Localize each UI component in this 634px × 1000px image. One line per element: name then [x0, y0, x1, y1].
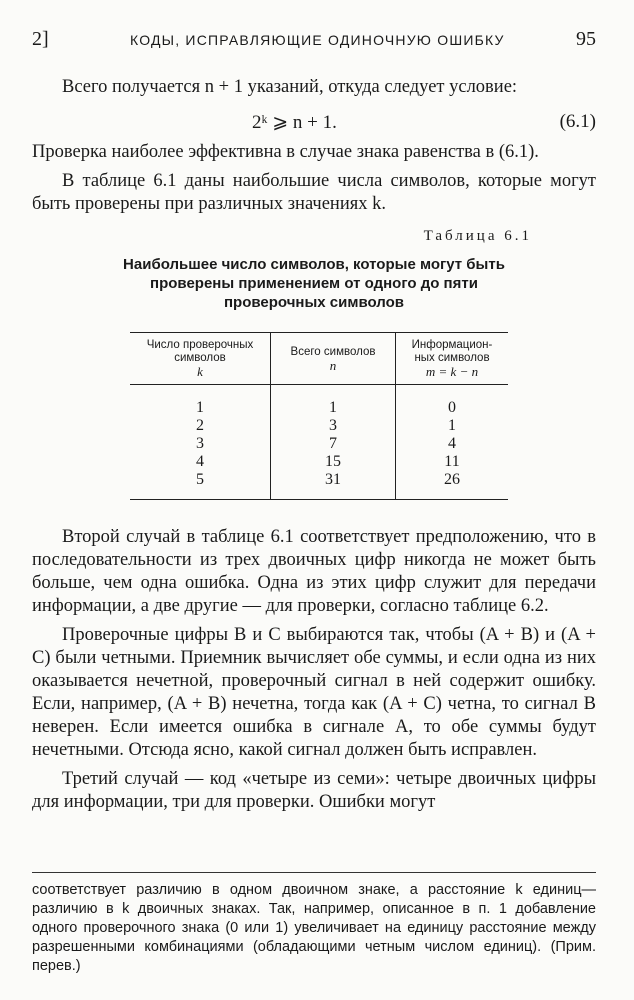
paragraph-3: В таблице 6.1 даны наибольшие числа символов, которые могут быть проверены при различных значениях k.: [32, 171, 596, 214]
table-cell: 26: [396, 471, 509, 500]
col-header-line: Информацион-: [411, 339, 493, 351]
table-row: [130, 417, 508, 435]
col-header-var: k: [197, 364, 203, 379]
table-cell: 0: [396, 385, 509, 418]
footnote: соответствует различию в одном двоичном знаке, а расстояние k единиц—различию в k двоичных знаках. Так, например, описанное в п. 1 добавление одного проверочного знака (0 или 1) увеличивает на единицу расстояние между разрешенными комбинациями (обладающими четным числом единиц). (Прим. перев.): [32, 872, 596, 976]
running-title: КОДЫ, ИСПРАВЛЯЮЩИЕ ОДИНОЧНУЮ ОШИБКУ: [130, 32, 505, 48]
formula-number: (6.1): [559, 111, 596, 132]
table-header-row: [130, 333, 508, 385]
table-cell: 1: [271, 385, 396, 418]
book-page: [32, 26, 596, 814]
formula-expression: 2ᵏ ⩾ n + 1.: [252, 112, 337, 133]
paragraph-4: Второй случай в таблице 6.1 соответствует предположению, что в последовательности из трех двоичных цифр никогда не может быть больше, чем одна ошибка. Одна из этих цифр служит для передачи информации, а две другие — для проверки, согласно таблице 6.2.: [32, 527, 596, 616]
table-row: [130, 453, 508, 471]
col-header-line: Всего символов: [290, 345, 376, 358]
table-cell: 4: [396, 435, 509, 453]
page-header: [32, 26, 596, 58]
table-cell: 5: [130, 471, 271, 500]
paragraph-5: Проверочные цифры B и C выбираются так, чтобы (A + B) и (A + C) были четными. Приемник вычисляет обе суммы, и если одна из них оказывается нечетной, проверочный сигнал в ней содержит ошибку. Если, например, (A + B) нечетна, тогда как (A + C) четна, то сигнал B неверен. Если имеется ошибка в сигнале A, то обе суммы будут нечетными. Отсюда ясно, какой сигнал должен быть исправлен.: [32, 625, 596, 760]
table-cell: 7: [271, 435, 396, 453]
table-caption: Наибольшее число символов, которые могут быть проверены применением от одного до пяти проверочных символов: [123, 256, 505, 311]
col-header-var: m = k − n: [425, 364, 479, 379]
col-header-line: ных символов: [414, 352, 490, 364]
table-cell: 2: [196, 417, 204, 434]
col-header-line: символов: [174, 352, 226, 364]
paragraph-2: Проверка наиболее эффективна в случае знака равенства в (6.1).: [32, 142, 539, 162]
table-cell: 1: [396, 417, 509, 435]
col-header-m: [396, 333, 509, 385]
table-label: Таблица 6.1: [423, 228, 532, 244]
col-header-line: Число проверочных: [146, 339, 254, 351]
data-table: [130, 332, 508, 500]
table-cell: 3: [271, 417, 396, 435]
table-row: [130, 471, 508, 500]
paragraph-1: Всего получается n + 1 указаний, откуда следует условие:: [62, 77, 518, 97]
table-row: [130, 435, 508, 453]
col-header-k: [130, 333, 271, 385]
table-cell: 31: [271, 471, 396, 500]
col-header-var: n: [329, 357, 337, 373]
table-cell: 1: [196, 399, 204, 416]
col-header-n: [271, 333, 396, 385]
section-marker: 2]: [32, 28, 49, 50]
table-cell: 3: [196, 435, 204, 452]
formula-6-1: [32, 105, 596, 141]
paragraph-6: Третий случай — код «четыре из семи»: четыре двоичных цифры для информации, три для проверки. Ошибки могут: [32, 769, 596, 812]
table-cell: 4: [196, 453, 204, 470]
table-cell: 11: [396, 453, 509, 471]
table-row: [130, 385, 508, 418]
table-cell: 15: [271, 453, 396, 471]
page-number: 95: [576, 28, 596, 50]
